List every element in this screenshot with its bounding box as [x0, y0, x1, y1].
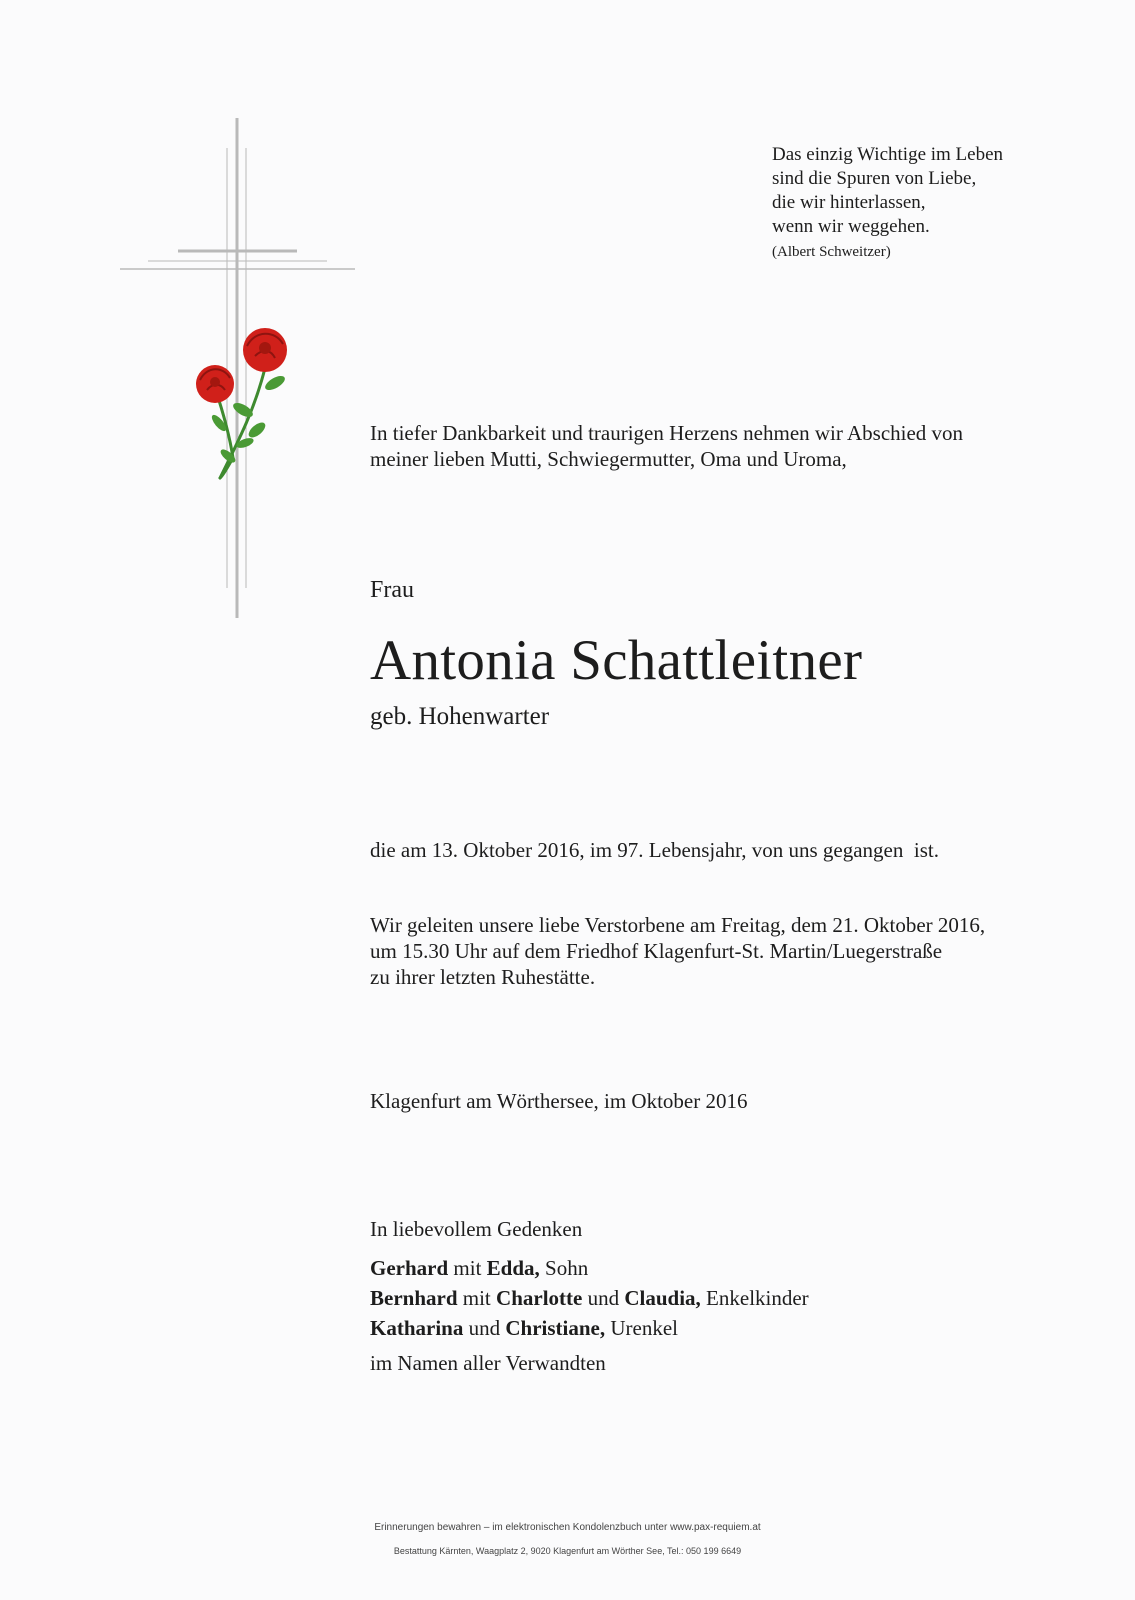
quote-line: die wir hinterlassen, — [772, 192, 926, 213]
mourner-connector: und — [582, 1286, 625, 1310]
salutation: Frau — [370, 577, 414, 603]
mourner-connector: und — [463, 1316, 506, 1340]
intro-paragraph — [370, 420, 963, 472]
mourner-name: Edda, — [486, 1256, 540, 1280]
funeral-line: um 15.30 Uhr auf dem Friedhof Klagenfurt-St. Martin/Luegerstraße — [370, 939, 943, 963]
footer-condolence-line: Erinnerungen bewahren – im elektronischen Kondolenzbuch unter www.pax-requiem.at — [374, 1522, 761, 1533]
funeral-line: Wir geleiten unsere liebe Verstorbene am Freitag, dem 21. Oktober 2016, — [370, 913, 986, 937]
mourners-closing: im Namen aller Verwandten — [370, 1351, 606, 1375]
quote-line: Das einzig Wichtige im Leben — [772, 144, 1004, 165]
mourner-name: Claudia, — [624, 1286, 701, 1310]
death-notice — [370, 837, 939, 863]
mourner-relation: Sohn — [539, 1256, 589, 1280]
mourners-heading: In liebevollem Gedenken — [370, 1217, 583, 1241]
mourner-row — [370, 1253, 809, 1283]
quote-line: wenn wir weggehen. — [772, 216, 930, 237]
footer-address-line: Bestattung Kärnten, Waagplatz 2, 9020 Klagenfurt am Wörther See, Tel.: 050 199 6649 — [393, 1546, 742, 1556]
mourner-connector: mit — [448, 1256, 487, 1280]
mourner-name: Gerhard — [370, 1256, 449, 1280]
mourner-name: Katharina — [370, 1316, 464, 1340]
death-notice-line: die am 13. Oktober 2016, im 97. Lebensjahr, von uns gegangen ist. — [370, 838, 939, 862]
mourner-row — [370, 1313, 809, 1343]
mourner-name: Christiane, — [505, 1316, 606, 1340]
mourner-name: Charlotte — [496, 1286, 583, 1310]
quote-block — [772, 143, 1003, 263]
mourner-relation: Urenkel — [605, 1316, 678, 1340]
funeral-paragraph — [370, 912, 985, 990]
mourners-list — [370, 1253, 809, 1343]
intro-line: meiner lieben Mutti, Schwiegermutter, Oma und Uroma, — [370, 447, 847, 471]
mourner-connector: mit — [457, 1286, 497, 1310]
mourner-relation: Enkelkinder — [700, 1286, 809, 1310]
deceased-name: Antonia Schattleitner — [370, 629, 863, 692]
place-date: Klagenfurt am Wörthersee, im Oktober 2016 — [370, 1089, 748, 1113]
quote-author: (Albert Schweitzer) — [772, 244, 891, 260]
cross-with-roses-icon — [115, 118, 375, 638]
mourner-row — [370, 1283, 809, 1313]
funeral-line: zu ihrer letzten Ruhestätte. — [370, 965, 596, 989]
mourner-name: Bernhard — [370, 1286, 458, 1310]
intro-line: In tiefer Dankbarkeit und traurigen Herzens nehmen wir Abschied von — [370, 421, 964, 445]
quote-line: sind die Spuren von Liebe, — [772, 168, 977, 189]
birth-name: geb. Hohenwarter — [370, 703, 550, 730]
